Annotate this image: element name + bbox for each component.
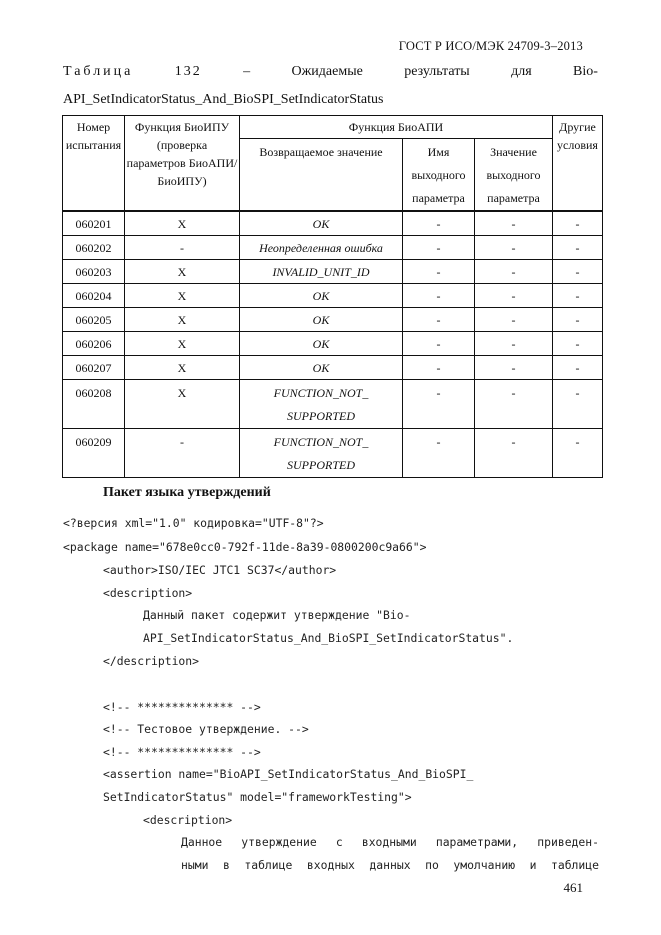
cell-test-number: 060209 (63, 428, 125, 477)
cell-output-value: - (475, 307, 553, 331)
code-line-6: API_SetIndicatorStatus_And_BioSPI_SetIndicatorStatus". (143, 631, 514, 645)
code-line-1: <?версия xml="1.0" кодировка="UTF-8"?> (63, 516, 324, 530)
page-number: 461 (563, 880, 583, 895)
cell-bioipu: - (125, 235, 240, 259)
table-row (63, 211, 603, 235)
caption-w1: Ожидаемые (291, 64, 363, 79)
cell-bioipu: X (125, 379, 240, 428)
cell-test-number: 060202 (63, 235, 125, 259)
code-line-11: <assertion name="BioAPI_SetIndicatorStatus_And_BioSPI_ (103, 767, 474, 781)
cell-return-value: FUNCTION_NOT_ SUPPORTED (240, 379, 403, 428)
cell-output-value: - (475, 379, 553, 428)
code-line-2: <package name="678e0cc0-792f-11de-8a39-0800200c9a66"> (63, 540, 427, 554)
cell-bioipu: X (125, 355, 240, 379)
header-test-number: Номер испытания (63, 116, 125, 212)
cell-other: - (553, 379, 603, 428)
code-line-7: </description> (103, 654, 200, 668)
caption-w3: для (511, 64, 532, 79)
caption-word: Таблица (63, 64, 134, 79)
cell-output-value: - (475, 331, 553, 355)
code-line-9: <!-- Тестовое утверждение. --> (103, 722, 309, 736)
header-bioapi-function: Функция БиоАПИ (240, 116, 553, 139)
code-line-10: <!-- ************** --> (103, 745, 261, 759)
cell-return-value: OK (240, 331, 403, 355)
cell-output-name: - (403, 428, 475, 477)
code-line-14: Данное утверждение с входными параметрами, приведен- (181, 835, 599, 849)
cell-other: - (553, 428, 603, 477)
cell-test-number: 060208 (63, 379, 125, 428)
cell-output-name: - (403, 307, 475, 331)
cell-other: - (553, 307, 603, 331)
table-row (63, 355, 603, 379)
code-line-12: SetIndicatorStatus" model="frameworkTesting"> (103, 790, 412, 804)
cell-bioipu: X (125, 307, 240, 331)
cell-test-number: 060206 (63, 331, 125, 355)
caption-w4: Bio- (573, 64, 598, 79)
header-bioipu-function: Функция БиоИПУ (проверка параметров БиоАПИ/БиоИПУ) (125, 116, 240, 212)
table-row (63, 428, 603, 477)
cell-output-value: - (475, 283, 553, 307)
cell-output-value: - (475, 355, 553, 379)
table-row (63, 307, 603, 331)
table-row (63, 331, 603, 355)
cell-other: - (553, 355, 603, 379)
table-row (63, 379, 603, 428)
table-row (63, 259, 603, 283)
cell-bioipu: X (125, 283, 240, 307)
cell-test-number: 060201 (63, 211, 125, 235)
cell-test-number: 060203 (63, 259, 125, 283)
cell-return-value: OK (240, 283, 403, 307)
caption-dash: – (243, 64, 251, 79)
cell-output-name: - (403, 355, 475, 379)
cell-output-name: - (403, 259, 475, 283)
cell-test-number: 060204 (63, 283, 125, 307)
cell-test-number: 060205 (63, 307, 125, 331)
code-line-5: Данный пакет содержит утверждение "Bio- (143, 608, 411, 622)
code-line-8: <!-- ************** --> (103, 700, 261, 714)
cell-other: - (553, 235, 603, 259)
cell-bioipu: X (125, 211, 240, 235)
header-return-value: Возвращаемое значение (240, 139, 403, 212)
cell-bioipu: - (125, 428, 240, 477)
cell-return-value: Неопределенная ошибка (240, 235, 403, 259)
table-caption (63, 64, 598, 80)
cell-return-value: OK (240, 307, 403, 331)
cell-output-name: - (403, 283, 475, 307)
results-table (62, 115, 603, 478)
cell-output-value: - (475, 235, 553, 259)
cell-test-number: 060207 (63, 355, 125, 379)
cell-output-value: - (475, 259, 553, 283)
cell-bioipu: X (125, 259, 240, 283)
caption-number: 132 (174, 64, 202, 79)
code-line-15: ными в таблице входных данных по умолчанию и таблице (181, 858, 599, 872)
cell-return-value: OK (240, 211, 403, 235)
table-caption-line2: API_SetIndicatorStatus_And_BioSPI_SetIndicatorStatus (63, 92, 384, 107)
running-header: ГОСТ Р ИСО/МЭК 24709-3–2013 (398, 39, 583, 53)
cell-other: - (553, 259, 603, 283)
cell-output-value: - (475, 428, 553, 477)
cell-other: - (553, 283, 603, 307)
cell-other: - (553, 331, 603, 355)
cell-return-value: FUNCTION_NOT_ SUPPORTED (240, 428, 403, 477)
code-line-3: <author>ISO/IEC JTC1 SC37</author> (103, 563, 337, 577)
code-line-4: <description> (103, 586, 193, 600)
section-title: Пакет языка утверждений (103, 485, 271, 500)
cell-bioipu: X (125, 331, 240, 355)
code-line-13: <description> (143, 813, 233, 827)
header-other-conditions: Другие условия (553, 116, 603, 212)
cell-output-name: - (403, 235, 475, 259)
caption-w2: результаты (404, 64, 470, 79)
table-row (63, 235, 603, 259)
cell-output-value: - (475, 211, 553, 235)
cell-output-name: - (403, 211, 475, 235)
cell-output-name: - (403, 379, 475, 428)
header-output-value: Значение выходного параметра (475, 139, 553, 212)
header-output-name: Имя выходного параметра (403, 139, 475, 212)
table-row (63, 283, 603, 307)
cell-other: - (553, 211, 603, 235)
cell-output-name: - (403, 331, 475, 355)
cell-return-value: OK (240, 355, 403, 379)
cell-return-value: INVALID_UNIT_ID (240, 259, 403, 283)
